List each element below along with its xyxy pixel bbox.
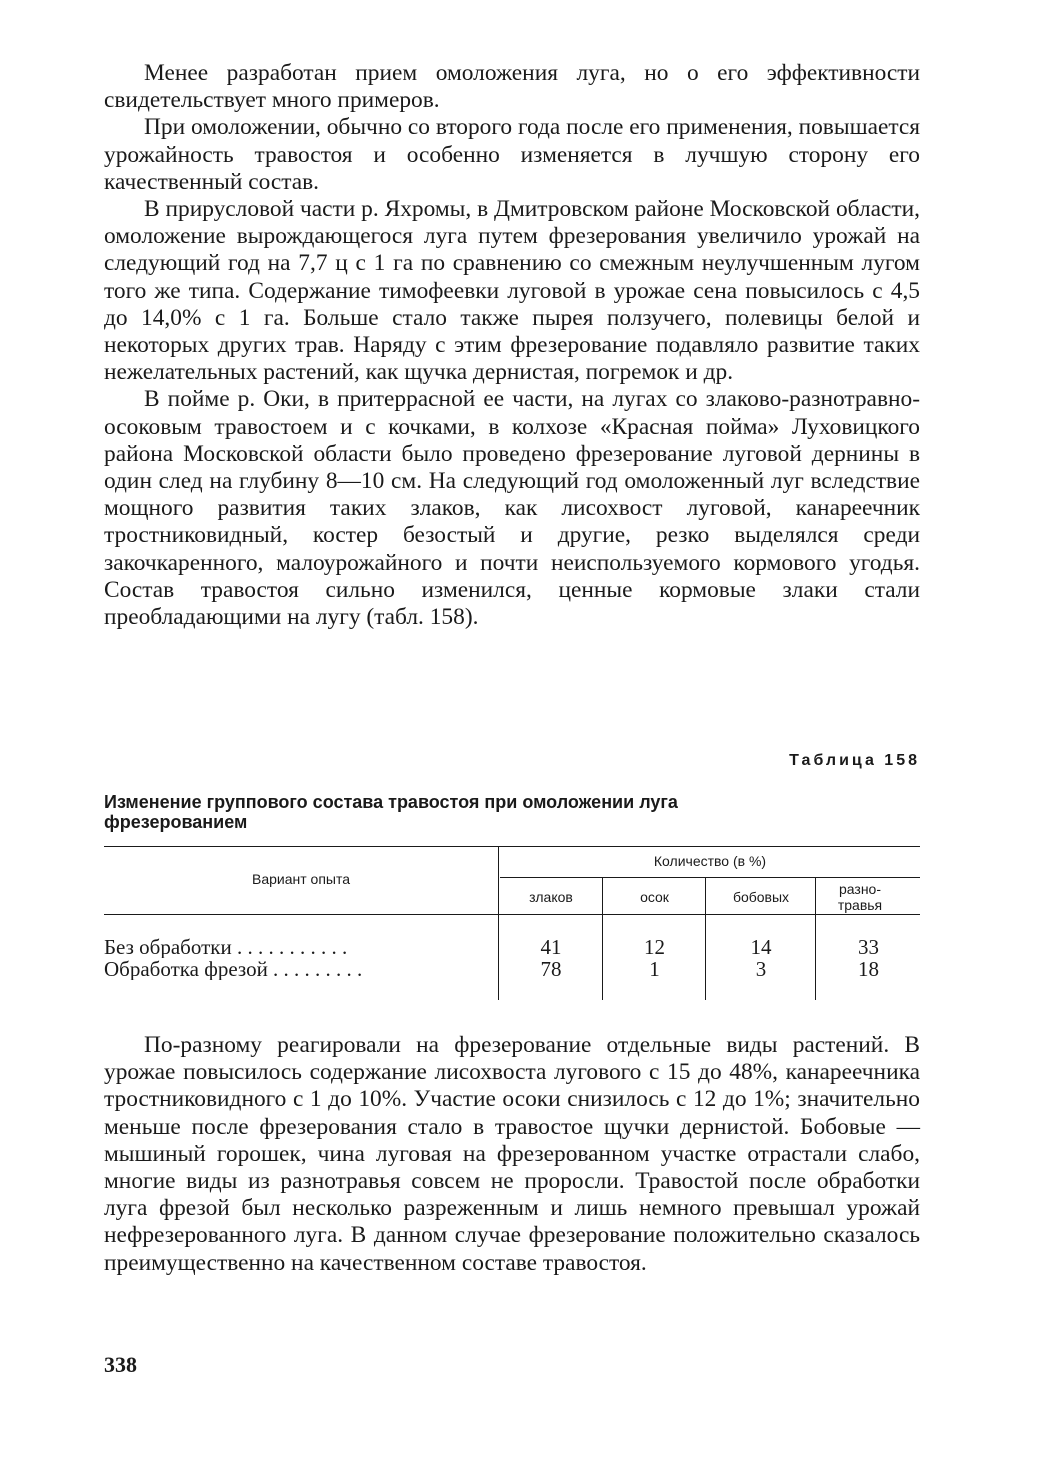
body-text-top <box>104 60 920 631</box>
row-label: Обработка фрезой . . . . . . . . . <box>104 958 363 980</box>
paragraph: В прирусловой части р. Яхромы, в Дмитровском районе Московской области, омоложение вырождающегося луга путем фрезерования увеличило урожай на следующий год на 7,7 ц с 1 га по сравнению со смежным неулучшенным лугом того же типа. Содержание тимофеевки луговой в урожае сена повысилось с 4,5 до 14,0% с 1 га. Больше стало также пырея ползучего, полевицы белой и некоторых других трав. Наряду с этим фрезерование подавляло развитие таких нежелательных растений, как щучка дернистая, погремок и др. <box>104 196 920 386</box>
paragraph: Менее разработан прием омоложения луга, но о его эффективности свидетельствует много примеров. <box>104 60 920 114</box>
paragraph: При омоложении, обычно со второго года после его применения, повышается урожайность травостоя и особенно изменяется в лучшую сторону его качественный состав. <box>104 114 920 195</box>
table-cell: 12 <box>644 935 665 959</box>
table-caption: Изменение группового состава травостоя при омоложении луга фрезерованием <box>104 792 678 832</box>
table-number-label: Таблица 158 <box>789 752 920 769</box>
column-divider <box>705 878 706 1000</box>
header-variant: Вариант опыта <box>251 871 351 887</box>
page-number: 338 <box>104 1352 137 1377</box>
quantity-header-rule <box>500 877 920 878</box>
table-cell: 33 <box>858 935 879 959</box>
column-header: злаков <box>529 889 573 905</box>
paragraph: В пойме р. Оки, в притеррасной ее части, на лугах со злаково-разнотравно-осоковым травостоем и с кочками, в колхозе «Красная пойма» Луховицкого района Московской области было проведено фрезерование луговой дернины в один след на глубину 8—10 см. На следующий год омоложенный луг вследствие мощного развития таких злаков, как лисохвост луговой, канареечник тростниковидный, костер безостый и другие, резко выделялся среди закочкаренного, малоурожайного и почти неиспользуемого кормового угодья. Состав травостоя сильно изменился, ценные кормовые злаки стали преобладающими на лугу (табл. 158). <box>104 386 920 631</box>
column-divider <box>602 878 603 1000</box>
table-top-rule <box>104 846 920 847</box>
table-cell: 3 <box>755 957 767 981</box>
table-cell: 18 <box>858 957 879 981</box>
column-header: разно-травья <box>837 881 883 913</box>
column-divider <box>498 846 499 1000</box>
row-label: Без обработки . . . . . . . . . . . <box>104 936 348 958</box>
data-table <box>104 846 920 1000</box>
body-text-bottom <box>104 1032 920 1277</box>
header-quantity: Количество (в %) <box>653 853 767 869</box>
column-header: осок <box>640 889 669 905</box>
table-cell: 1 <box>649 957 660 981</box>
paragraph: По-разному реагировали на фрезерование отдельные виды растений. В урожае повысилось содержание лисохвоста лугового с 15 до 48%, канареечника тростниковидного с 1 до 10%. Участие осоки снизилось с 12 до 1%; значительно меньше после фрезерования стало в травостое щучки дернистой. Бобовые — мышиный горошек, чина луговая на фрезерованном участке отрастали слабо, многие виды из разнотравья совсем не проросли. Травостой после обработки луга фрезой был несколько разреженным и лишь немного превышал урожай нефрезерованного луга. В данном случае фрезерование положительно сказалось преимущественно на качественном составе травостоя. <box>104 1032 920 1276</box>
column-header: бобовых <box>732 889 790 905</box>
table-cell: 41 <box>540 935 562 959</box>
column-divider <box>815 878 816 1000</box>
header-bottom-rule <box>104 914 920 915</box>
table-cell: 14 <box>750 935 772 959</box>
table-cell: 78 <box>540 957 562 981</box>
